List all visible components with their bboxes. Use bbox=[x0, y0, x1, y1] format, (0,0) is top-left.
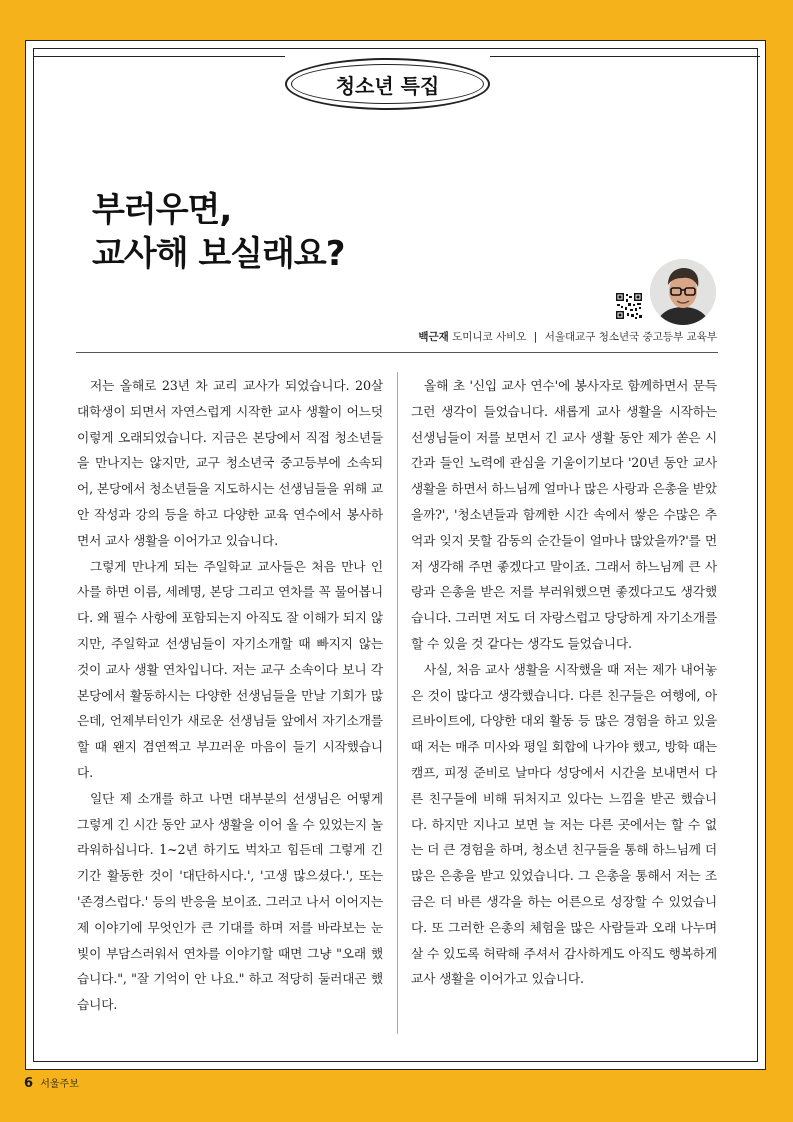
header-rule-left bbox=[33, 56, 285, 57]
headline-line-1: 부러우면, bbox=[92, 190, 232, 230]
article-column-right bbox=[411, 373, 717, 992]
paragraph: 올해 초 '신입 교사 연수'에 봉사자로 함께하면서 문득 그런 생각이 들었습니다. 새롭게 교사 생활을 시작하는 선생님들이 저를 보면서 긴 교사 생활 동안 제가 쏟은 시간과 들인 노력에 관심을 기울이기보다 '20년 동안 교사 생활을 하면서 하느님께 얼마나 많은 사랑과 은총을 받았을까?', '청소년들과 함께한 시간 속에서 쌓은 수많은 추억과 잊지 못할 감동의 순간들이 얼마나 많았을까?'를 먼저 생각해 주면 좋겠다고 말이죠. 그래서 하느님께 큰 사랑과 은총을 받은 저를 부러워했으면 좋겠다고도 생각했습니다. 그러면 저도 더 자랑스럽고 당당하게 자기소개를 할 수 있을 것 같다는 생각도 들었습니다. bbox=[411, 378, 717, 651]
author-avatar bbox=[650, 259, 716, 325]
headline-line-2: 교사해 보실래요? bbox=[92, 234, 345, 274]
section-header-badge bbox=[285, 58, 490, 110]
author-byline bbox=[418, 329, 717, 344]
page-footer bbox=[24, 1075, 79, 1091]
paragraph: 일단 제 소개를 하고 나면 대부분의 선생님은 어떻게 그렇게 긴 시간 동안 교사 생활을 이어 올 수 있었는지 놀라워하십니다. 1~2년 하기도 벅차고 힘든데 그렇게 긴 기간 활동한 것이 '대단하시다.', '고생 많으셨다.', 또는 '존경스럽다.' 등의 반응을 보이죠. 그러고 나서 이어지는 제 이야기에 무엇인가 큰 기대를 하며 저를 바라보는 눈빛이 부담스러워서 연차를 이야기할 때면 그냥 "오래 했습니다.", "잘 기억이 안 나요." 하고 적당히 둘러대곤 했습니다. bbox=[77, 790, 383, 1013]
paragraph: 저는 올해로 23년 차 교리 교사가 되었습니다. 20살 대학생이 되면서 자연스럽게 시작한 교사 생활이 어느덧 이렇게 오래되었습니다. 지금은 본당에서 직접 청소년들을 만나지는 않지만, 교구 청소년국 중고등부에 소속되어, 본당에서 청소년들을 지도하시는 선생님들을 위해 교안 작성과 강의 등을 하고 다양한 교육 연수에서 봉사하면서 교사 생활을 이어가고 있습니다. bbox=[77, 378, 383, 548]
section-title: 청소년 특집 bbox=[335, 73, 440, 98]
article-column-left bbox=[77, 373, 383, 1018]
byline-separator: | bbox=[533, 331, 538, 343]
page-number: 6 bbox=[24, 1076, 34, 1091]
header-rule-right bbox=[490, 56, 760, 57]
publication-name: 서울주보 bbox=[40, 1079, 79, 1090]
column-divider bbox=[397, 372, 398, 1034]
byline-divider bbox=[76, 352, 718, 353]
paragraph: 그렇게 만나게 되는 주일학교 교사들은 처음 만나 인사를 하면 이름, 세례명, 본당 그리고 연차를 꼭 물어봅니다. 왜 필수 사항에 포함되는지 아직도 잘 이해가 되지 않지만, 주일학교 선생님들이 자기소개할 때 빠지지 않는 것이 교사 생활 연차입니다. 저는 교구 소속이다 보니 각 본당에서 활동하시는 다양한 선생님들을 만날 기회가 많은데, 언제부터인가 새로운 선생님들 앞에서 자기소개를 할 때 왠지 겸연쩍고 부끄러운 마음이 들기 시작했습니다. bbox=[77, 558, 383, 780]
author-baptismal-name: 도미니코 사비오 bbox=[452, 331, 527, 343]
paragraph: 사실, 처음 교사 생활을 시작했을 때 저는 제가 내어놓은 것이 많다고 생각했습니다. 다른 친구들은 여행에, 아르바이트에, 다양한 대외 활동 등 많은 경험을 하고 있을 때 저는 매주 미사와 평일 회합에 나가야 했고, 방학 때는 캠프, 피정 준비로 날마다 성당에서 시간을 보내면서 다른 친구들에 비해 뒤처지고 있다는 느낌을 받곤 했습니다. 하지만 지나고 보면 늘 저는 다른 곳에서는 할 수 없는 더 큰 경험을 하며, 청소년 친구들을 통해 하느님께 더 많은 은총을 받고 있었습니다. 그 은총을 통해서 저는 조금은 더 바른 생각을 하는 어른으로 성장할 수 있었습니다. 또 그러한 은총의 체험을 많은 사람들과 오래 나누며 살 수 있도록 허락해 주셔서 감사하게도 아직도 행복하게 교사 생활을 이어가고 있습니다. bbox=[411, 661, 717, 987]
qr-code-icon[interactable] bbox=[615, 292, 643, 320]
author-role: 서울대교구 청소년국 중고등부 교육부 bbox=[544, 331, 717, 343]
article-headline bbox=[92, 188, 344, 276]
author-name: 백근재 bbox=[418, 331, 449, 343]
